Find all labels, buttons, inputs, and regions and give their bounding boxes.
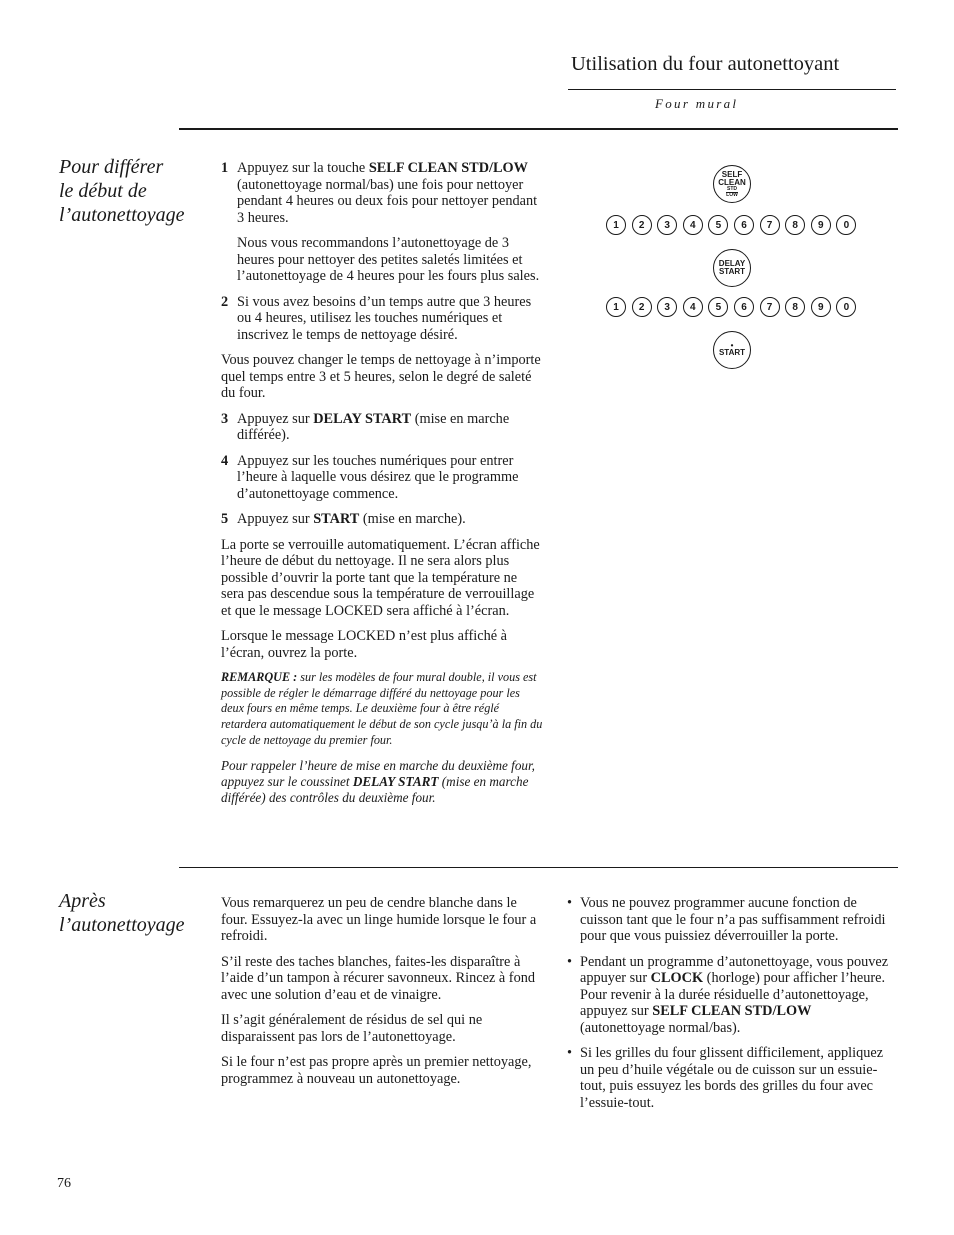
salt-residue-paragraph: Il s’agit généralement de résidus de sel qui ne disparaissent pas lors de l’autonettoyage. (221, 1012, 483, 1045)
bullet-cooking-locked: • Vous ne pouvez programmer aucune fonction de cuisson tant que le four n’a pas suffisamment refroidi pour que vous puissiez déverrouiller la porte. (567, 895, 895, 945)
after-clean-left-column (221, 895, 541, 1096)
digit-key-4[interactable]: 4 (683, 215, 703, 235)
digit-key-3[interactable]: 3 (657, 215, 677, 235)
step-1-recommendation: Nous vous recommandons l’autonettoyage de 3 heures pour nettoyer des petites saletés limitées et l’autonettoyage de 4 heures pour les fours plus sales. (237, 235, 540, 284)
note-double-oven: REMARQUE : sur les modèles de four mural double, il vous est possible de régler le démarrage différé du nettoyage pour les deux fours en même temps. Le deuxième four à être réglé retardera automatiquement le début de son cycle jusqu’à la fin du cycle de nettoyage du premier four. (221, 670, 543, 747)
step-1: 1 Appuyez sur la touche SELF CLEAN STD/LOW (autonettoyage normal/bas) une fois pour nettoyer pendant 4 heures ou deux fois pour nettoyer pendant 3 heures. (221, 160, 538, 226)
step-2: 2 Si vous avez besoins d’un temps autre que 3 heures ou 4 heures, utilisez les touches numériques et inscrivez le temps de nettoyage désiré. (221, 293, 532, 343)
number-keypad-row-1 (606, 215, 856, 235)
start-indicator-dot-icon: • (730, 341, 734, 350)
digit-key-7[interactable]: 7 (760, 297, 780, 317)
note-second-oven: Pour rappeler l’heure de mise en marche du deuxième four, appuyez sur le coussinet DELAY START (mise en marche différée) des contrôles du deuxième four. (221, 757, 535, 806)
white-spots-paragraph: S’il reste des taches blanches, faites-les disparaître à l’aide d’un tampon à récurer savonneux. Rincez à fond avec une solution d’eau et de vinaigre. (221, 953, 536, 1003)
digit-key-1[interactable]: 1 (606, 297, 626, 317)
step-5: 5 Appuyez sur START (mise en marche). (221, 511, 466, 527)
digit-key-3[interactable]: 3 (657, 297, 677, 317)
step-4: 4 Appuyez sur les touches numériques pour entrer l’heure à laquelle vous désirez que le programme d’autonettoyage commence. (221, 452, 519, 502)
section-heading-after-clean: Après l’autonettoyage (59, 890, 185, 936)
bullet-oven-racks: • Si les grilles du four glissent difficilement, appliquez un peu d’huile végétale ou de cuisson sur un essuie-tout, puis essuyez les bords des grilles du four avec l’essuie-tout. (567, 1045, 895, 1111)
page-subtitle: Four mural (655, 96, 739, 111)
digit-key-2[interactable]: 2 (632, 215, 652, 235)
bullet-clock: • Pendant un programme d’autonettoyage, vous pouvez appuyer sur CLOCK (horloge) pour afficher l’heure. Pour revenir à la durée résiduelle d’autonettoyage, appuyez sur SELF CLEAN STD/LOW (autonettoyage normal/bas). (567, 954, 895, 1037)
page-title: Utilisation du four autonettoyant (571, 53, 840, 75)
section-heading-delay-clean: Pour différer le début de l’autonettoyage (59, 156, 185, 226)
digit-key-9[interactable]: 9 (811, 297, 831, 317)
digit-key-1[interactable]: 1 (606, 215, 626, 235)
digit-key-4[interactable]: 4 (683, 297, 703, 317)
after-clean-right-column (567, 895, 895, 1120)
repeat-clean-paragraph: Si le four n’est pas propre après un premier nettoyage, programmez à nouveau un autonettoyage. (221, 1054, 532, 1087)
digit-key-0[interactable]: 0 (836, 297, 856, 317)
digit-key-8[interactable]: 8 (785, 297, 805, 317)
number-keypad-row-2 (606, 297, 856, 317)
self-clean-key[interactable]: SELF CLEAN STD LOW (713, 165, 751, 203)
step-3: 3 Appuyez sur DELAY START (mise en marche différée). (221, 410, 510, 443)
change-time-paragraph: Vous pouvez changer le temps de nettoyage à n’importe quel temps entre 3 et 5 heures, selon le degré de saleté du four. (221, 352, 541, 401)
section-divider-middle (179, 867, 898, 868)
start-key[interactable]: • START (713, 331, 751, 369)
page-number: 76 (57, 1176, 71, 1191)
title-divider (568, 89, 896, 90)
digit-key-5[interactable]: 5 (708, 297, 728, 317)
delay-start-key[interactable]: DELAY START (713, 249, 751, 287)
digit-key-2[interactable]: 2 (632, 297, 652, 317)
door-unlock-paragraph: Lorsque le message LOCKED n’est plus affiché à l’écran, ouvrez la porte. (221, 628, 507, 661)
ash-paragraph: Vous remarquerez un peu de cendre blanche dans le four. Essuyez-la avec un linge humide lorsque le four a refroidi. (221, 895, 537, 944)
digit-key-6[interactable]: 6 (734, 297, 754, 317)
delay-clean-instructions (221, 160, 543, 816)
digit-key-5[interactable]: 5 (708, 215, 728, 235)
section-divider-top (179, 128, 898, 130)
digit-key-9[interactable]: 9 (811, 215, 831, 235)
door-lock-paragraph: La porte se verrouille automatiquement. L’écran affiche l’heure de début du nettoyage. Il ne sera alors plus possible d’ouvrir la porte tant que la température ne sera pas descendue sous la température de verrouillage et que le message LOCKED sera affiché à l’écran. (221, 536, 540, 619)
digit-key-8[interactable]: 8 (785, 215, 805, 235)
digit-key-7[interactable]: 7 (760, 215, 780, 235)
digit-key-6[interactable]: 6 (734, 215, 754, 235)
digit-key-0[interactable]: 0 (836, 215, 856, 235)
